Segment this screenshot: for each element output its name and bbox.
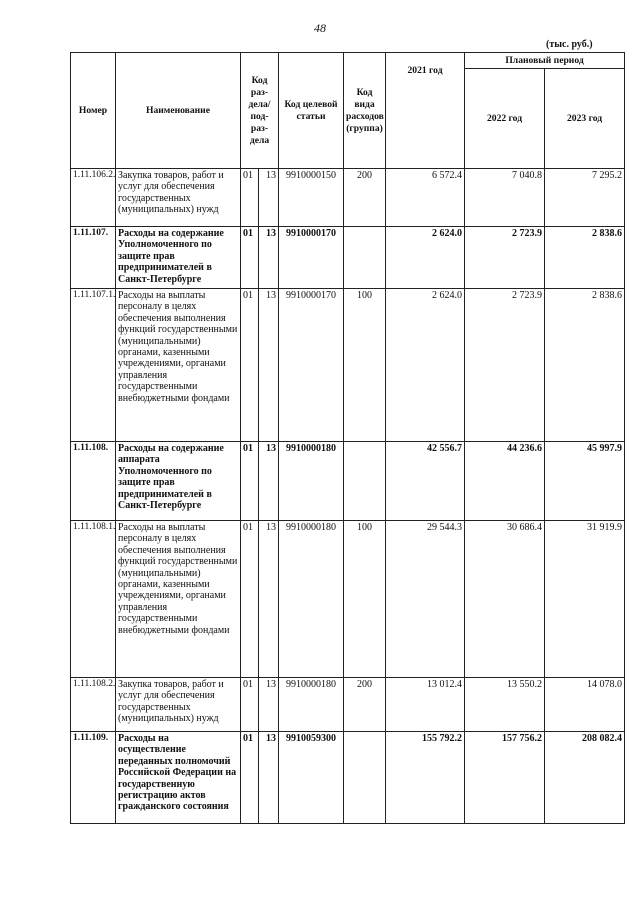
header-kod-celevoy-stati: Код целевой статьи bbox=[279, 53, 344, 169]
row-name: Закупка товаров, работ и услуг для обеспечения государственных (муниципальных) нужд bbox=[116, 169, 241, 227]
row-celevaya-statya: 9910000150 bbox=[279, 169, 344, 227]
row-value-2023: 208 082.4 bbox=[545, 732, 625, 824]
row-value-2022: 7 040.8 bbox=[465, 169, 545, 227]
row-number: 1.11.108.1. bbox=[71, 521, 116, 678]
row-value-2021: 29 544.3 bbox=[386, 521, 465, 678]
row-value-2022: 2 723.9 bbox=[465, 289, 545, 442]
row-value-2022: 44 236.6 bbox=[465, 442, 545, 521]
page-number: 48 bbox=[314, 21, 326, 35]
row-number: 1.11.106.2. bbox=[71, 169, 116, 227]
row-value-2021: 2 624.0 bbox=[386, 289, 465, 442]
row-podrazdel-code: 13 bbox=[259, 169, 279, 227]
row-podrazdel-code: 13 bbox=[259, 289, 279, 442]
row-razdel-code: 01 bbox=[241, 289, 259, 442]
row-value-2021: 6 572.4 bbox=[386, 169, 465, 227]
row-number: 1.11.108.2. bbox=[71, 678, 116, 732]
row-value-2023: 31 919.9 bbox=[545, 521, 625, 678]
row-name: Расходы на осуществление переданных полномочий Российской Федерации на государственную регистрацию актов гражданского состояния bbox=[116, 732, 241, 824]
row-celevaya-statya: 9910000170 bbox=[279, 227, 344, 289]
row-name: Расходы на выплаты персоналу в целях обеспечения выполнения функций государственными (муниципальными) органами, казенными учреждениями, органами управления государственными внебюджетными фондами bbox=[116, 289, 241, 442]
row-value-2022: 2 723.9 bbox=[465, 227, 545, 289]
row-value-2021: 155 792.2 bbox=[386, 732, 465, 824]
row-name: Расходы на выплаты персоналу в целях обеспечения выполнения функций государственными (муниципальными) органами, казенными учреждениями, органами управления государственными внебюджетными фондами bbox=[116, 521, 241, 678]
row-number: 1.11.107.1. bbox=[71, 289, 116, 442]
row-value-2023: 2 838.6 bbox=[545, 289, 625, 442]
row-celevaya-statya: 9910059300 bbox=[279, 732, 344, 824]
header-year-2021: 2021 год bbox=[386, 53, 465, 169]
row-razdel-code: 01 bbox=[241, 227, 259, 289]
row-razdel-code: 01 bbox=[241, 521, 259, 678]
table-row bbox=[71, 169, 625, 227]
row-name: Закупка товаров, работ и услуг для обеспечения государственных (муниципальных) нужд bbox=[116, 678, 241, 732]
row-podrazdel-code: 13 bbox=[259, 732, 279, 824]
row-razdel-code: 01 bbox=[241, 442, 259, 521]
header-nomer: Номер bbox=[71, 53, 116, 169]
header-kod-razdela: Код раз-дела/ под-раз-дела bbox=[241, 53, 279, 169]
table-row bbox=[71, 289, 625, 442]
row-number: 1.11.109. bbox=[71, 732, 116, 824]
row-vid-rashodov: 200 bbox=[344, 678, 386, 732]
units-note: (тыс. руб.) bbox=[546, 39, 593, 50]
row-vid-rashodov: 200 bbox=[344, 169, 386, 227]
header-year-2022: 2022 год bbox=[465, 69, 545, 169]
table-row bbox=[71, 732, 625, 824]
row-value-2021: 2 624.0 bbox=[386, 227, 465, 289]
row-number: 1.11.107. bbox=[71, 227, 116, 289]
row-vid-rashodov bbox=[344, 442, 386, 521]
table-row bbox=[71, 227, 625, 289]
table-row bbox=[71, 521, 625, 678]
row-value-2023: 14 078.0 bbox=[545, 678, 625, 732]
table-row bbox=[71, 678, 625, 732]
row-value-2022: 157 756.2 bbox=[465, 732, 545, 824]
row-celevaya-statya: 9910000170 bbox=[279, 289, 344, 442]
row-razdel-code: 01 bbox=[241, 732, 259, 824]
row-value-2023: 2 838.6 bbox=[545, 227, 625, 289]
table-header bbox=[71, 53, 625, 169]
header-year-2023: 2023 год bbox=[545, 69, 625, 169]
row-celevaya-statya: 9910000180 bbox=[279, 442, 344, 521]
header-kod-vida-rashodov: Код вида расходов (группа) bbox=[344, 53, 386, 169]
row-vid-rashodov bbox=[344, 227, 386, 289]
row-vid-rashodov: 100 bbox=[344, 521, 386, 678]
row-value-2023: 45 997.9 bbox=[545, 442, 625, 521]
row-celevaya-statya: 9910000180 bbox=[279, 678, 344, 732]
row-podrazdel-code: 13 bbox=[259, 678, 279, 732]
row-name: Расходы на содержание Уполномоченного по защите прав предпринимателей в Санкт-Петербурге bbox=[116, 227, 241, 289]
row-value-2023: 7 295.2 bbox=[545, 169, 625, 227]
table-body bbox=[71, 169, 625, 824]
row-podrazdel-code: 13 bbox=[259, 442, 279, 521]
row-value-2022: 30 686.4 bbox=[465, 521, 545, 678]
row-vid-rashodov bbox=[344, 732, 386, 824]
table-row bbox=[71, 442, 625, 521]
row-name: Расходы на содержание аппарата Уполномоченного по защите прав предпринимателей в Санкт-Петербурге bbox=[116, 442, 241, 521]
row-podrazdel-code: 13 bbox=[259, 227, 279, 289]
row-podrazdel-code: 13 bbox=[259, 521, 279, 678]
row-celevaya-statya: 9910000180 bbox=[279, 521, 344, 678]
row-razdel-code: 01 bbox=[241, 678, 259, 732]
budget-table bbox=[70, 52, 625, 824]
row-value-2021: 42 556.7 bbox=[386, 442, 465, 521]
row-number: 1.11.108. bbox=[71, 442, 116, 521]
row-value-2022: 13 550.2 bbox=[465, 678, 545, 732]
row-value-2021: 13 012.4 bbox=[386, 678, 465, 732]
row-razdel-code: 01 bbox=[241, 169, 259, 227]
row-vid-rashodov: 100 bbox=[344, 289, 386, 442]
header-planned-period: Плановый период bbox=[465, 53, 625, 69]
header-name: Наименование bbox=[116, 53, 241, 169]
